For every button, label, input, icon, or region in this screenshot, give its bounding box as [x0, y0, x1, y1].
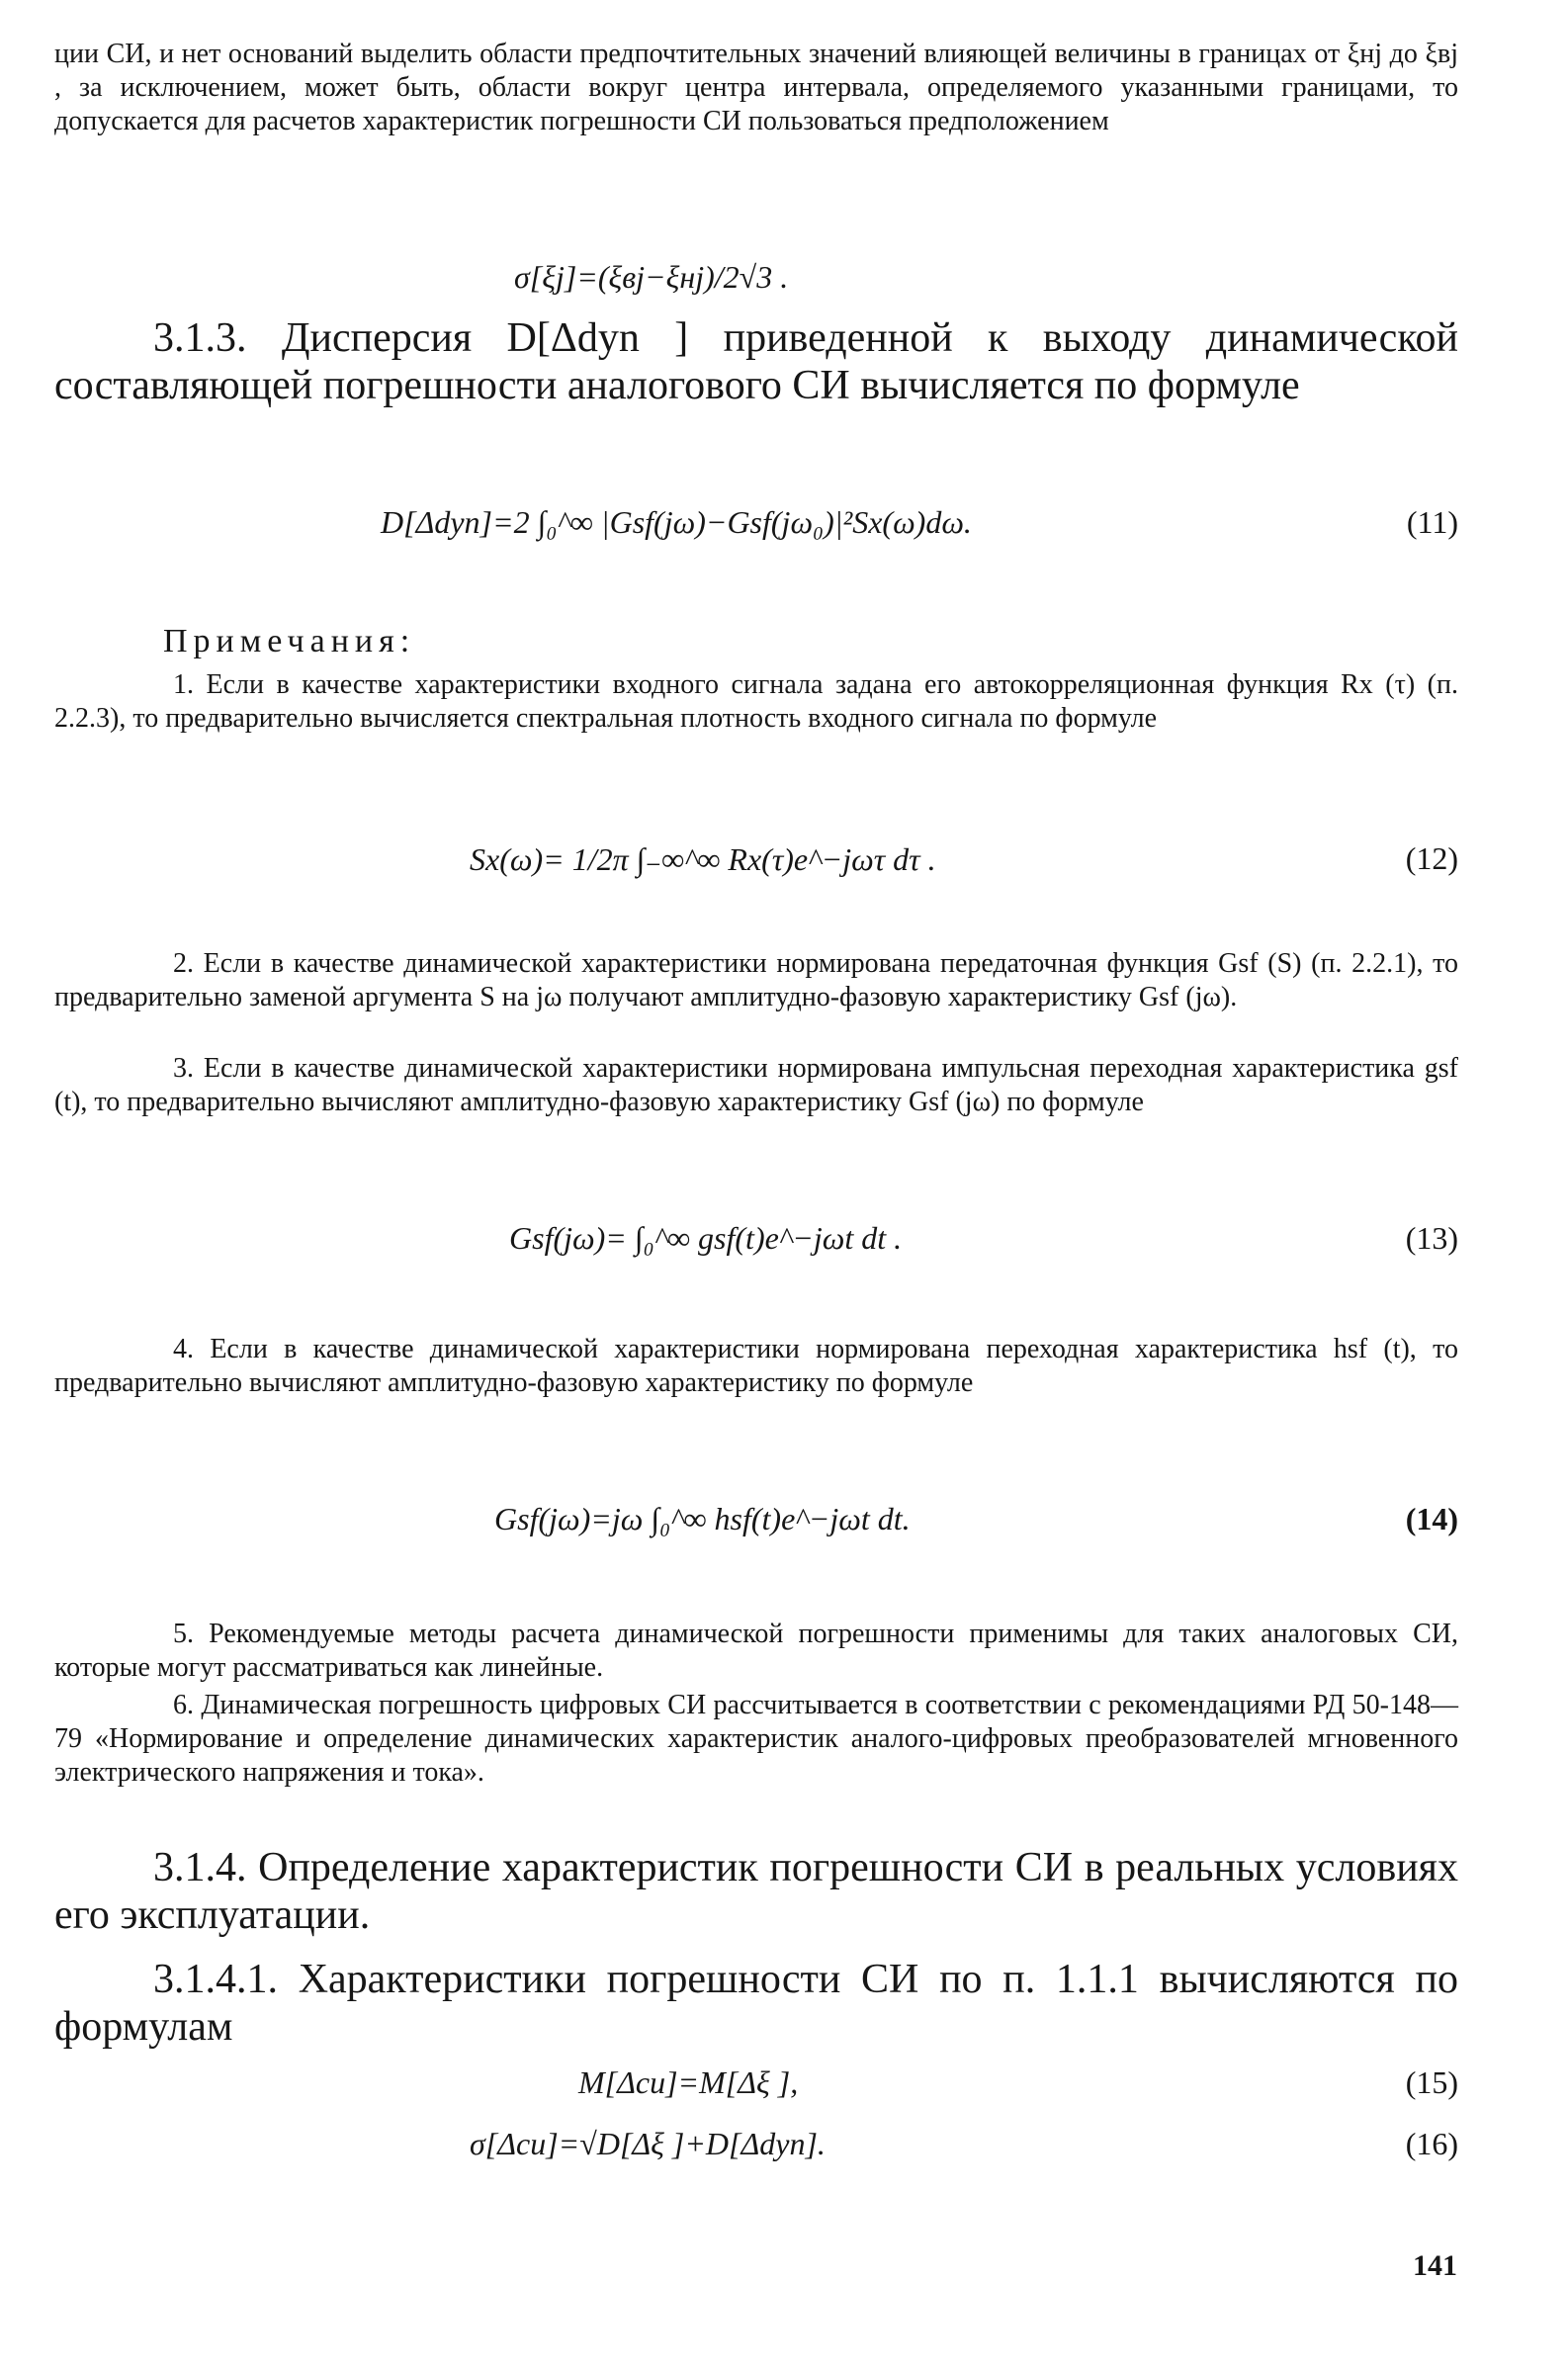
- equation-sigma-row: [54, 259, 1458, 318]
- note-3: [54, 1052, 1458, 1119]
- equation-12-row: [54, 840, 1458, 900]
- equation-11: D[Δdyn]=2 ∫₀^∞ |Gsf(jω)−Gsf(jω₀)|²Sx(ω)dω.: [381, 504, 972, 540]
- equation-16-row: [54, 2126, 1458, 2185]
- equation-14-row: [54, 1501, 1458, 1560]
- equation-11-number: (11): [1406, 504, 1458, 540]
- equation-12-number: (12): [1405, 840, 1458, 876]
- note-5-text: 5. Рекомендуемые методы расчета динамической погрешности применимы для таких аналоговых СИ, которые могут рассматриваться как линейные.: [54, 1619, 1458, 1683]
- notes-heading: Примечания:: [163, 623, 416, 659]
- note-6-text: 6. Динамическая погрешность цифровых СИ рассчитывается в соответствии с рекомендациями РД 50-148—79 «Нормирование и определение динамических характеристик аналого-цифровых преобразователей мгновенного электрического напряжения и тока».: [54, 1690, 1458, 1788]
- note-2: [54, 947, 1458, 1014]
- intro-text: ции СИ, и нет оснований выделить области предпочтительных значений влияющей величины в границах от ξнj до ξвj , за исключением, может быть, области вокруг центра интервала, определяемого указанными границами, то допускается для расчетов характеристик погрешности СИ пользоваться предположением: [54, 39, 1458, 136]
- section-3-1-4-1-text: 3.1.4.1. Характеристики погрешности СИ по п. 1.1.1 вычисляются по формулам: [54, 1957, 1458, 2050]
- equation-sigma: σ[ξj]=(ξвj−ξнj)/2√3 .: [514, 259, 789, 295]
- equation-13: Gsf(jω)= ∫₀^∞ gsf(t)e^−jωt dt .: [509, 1220, 903, 1256]
- note-1: [54, 668, 1458, 736]
- note-4: [54, 1333, 1458, 1400]
- note-4-text: 4. Если в качестве динамической характеристики нормирована переходная характеристика hsf (t), то предварительно вычисляют амплитудно-фазовую характеристику по формуле: [54, 1334, 1458, 1398]
- intro-paragraph: [54, 38, 1458, 138]
- section-3-1-4: [54, 1844, 1458, 1939]
- note-6: [54, 1689, 1458, 1790]
- section-3-1-3-text: 3.1.3. Дисперсия D[Δdyn ] приведенной к выходу динамической составляющей погрешности аналогового СИ вычисляется по формуле: [54, 315, 1458, 408]
- note-5: [54, 1618, 1458, 1685]
- page-number: 141: [1413, 2249, 1457, 2282]
- equation-14: Gsf(jω)=jω ∫₀^∞ hsf(t)e^−jωt dt.: [494, 1501, 911, 1536]
- equation-14-number: (14): [1405, 1501, 1458, 1536]
- section-3-1-4-1: [54, 1956, 1458, 2051]
- note-1-text: 1. Если в качестве характеристики входного сигнала задана его автокорреляционная функция Rx (τ) (п. 2.2.3), то предварительно вычисляется спектральная плотность входного сигнала по формуле: [54, 669, 1458, 734]
- equation-16: σ[Δси]=√D[Δξ ]+D[Δdyn].: [470, 2126, 826, 2161]
- equation-11-row: [54, 504, 1458, 564]
- equation-15: M[Δси]=M[Δξ ],: [578, 2064, 799, 2100]
- equation-12: Sx(ω)= 1/2π ∫₋∞^∞ Rx(τ)e^−jωτ dτ .: [470, 841, 936, 877]
- equation-15-row: [54, 2064, 1458, 2124]
- note-3-text: 3. Если в качестве динамической характеристики нормирована импульсная переходная характеристика gsf (t), то предварительно вычисляют амплитудно-фазовую характеристику Gsf (jω) по формуле: [54, 1053, 1458, 1117]
- equation-13-number: (13): [1405, 1220, 1458, 1256]
- section-3-1-4-text: 3.1.4. Определение характеристик погрешности СИ в реальных условиях его эксплуатации.: [54, 1845, 1458, 1938]
- equation-16-number: (16): [1405, 2126, 1458, 2161]
- equation-15-number: (15): [1405, 2064, 1458, 2100]
- section-3-1-3: [54, 314, 1458, 409]
- equation-13-row: [54, 1220, 1458, 1279]
- note-2-text: 2. Если в качестве динамической характеристики нормирована передаточная функция Gsf (S) (п. 2.2.1), то предварительно заменой аргумента S на jω получают амплитудно-фазовую характеристику Gsf (jω).: [54, 948, 1458, 1012]
